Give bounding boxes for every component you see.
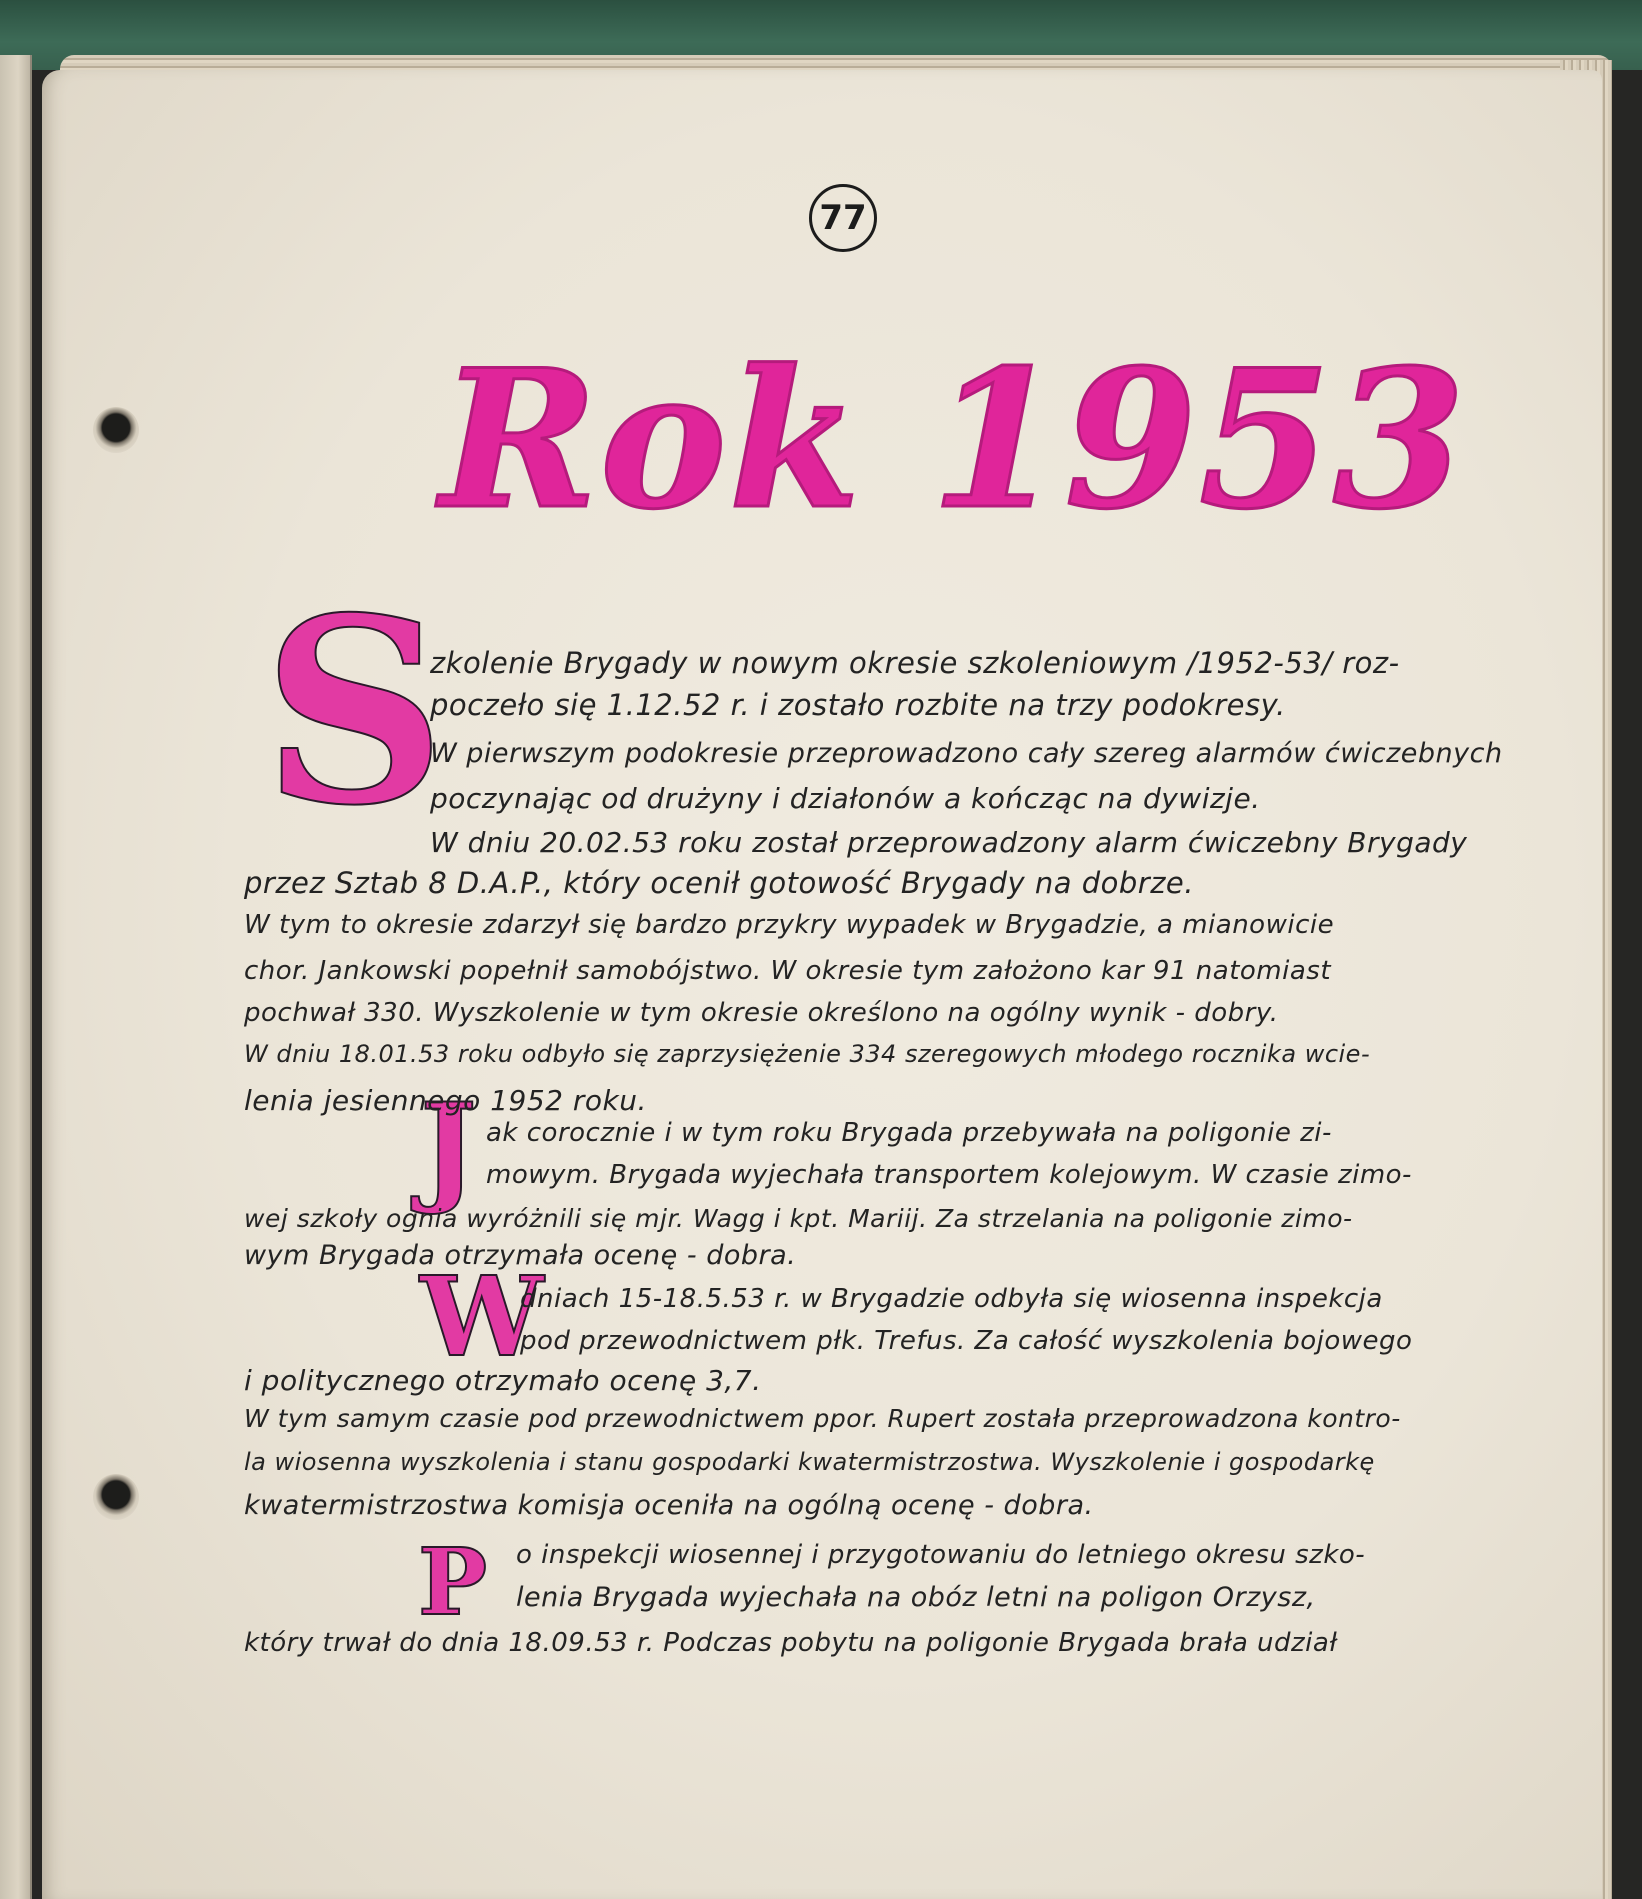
page-title: Rok 1953	[440, 328, 1468, 551]
dropcap-p: P	[418, 1528, 488, 1636]
text-line: który trwał do dnia 18.09.53 r. Podczas pobytu na poligonie Brygada brała udział	[244, 1628, 1338, 1658]
text-line: pochwał 330. Wyszkolenie w tym okresie określono na ogólny wynik - dobry.	[244, 998, 1279, 1028]
text-line: W tym to okresie zdarzył się bardzo przykry wypadek w Brygadzie, a mianowicie	[244, 910, 1335, 940]
text-line: la wiosenna wyszkolenia i stanu gospodarki kwatermistrzostwa. Wyszkolenie i gospodarkę	[244, 1448, 1375, 1476]
text-line: chor. Jankowski popełnił samobójstwo. W okresie tym założono kar 91 natomiast	[244, 956, 1332, 986]
text-line: i politycznego otrzymało ocenę 3,7.	[244, 1364, 762, 1397]
punch-hole-top	[93, 407, 139, 453]
text-line: lenia jesiennego 1952 roku.	[244, 1084, 647, 1117]
text-line: poczynając od drużyny i działonów a kończąc na dywizje.	[430, 782, 1261, 815]
text-line: poczeło się 1.12.52 r. i zostało rozbite na trzy podokresy.	[430, 688, 1286, 722]
text-line: lenia Brygada wyjechała na obóz letni na poligon Orzysz,	[516, 1582, 1316, 1613]
dropcap-w: W	[420, 1252, 544, 1381]
text-line: W tym samym czasie pod przewodnictwem ppor. Rupert została przeprowadzona kontro-	[244, 1404, 1401, 1433]
punch-hole-bottom	[93, 1474, 139, 1520]
text-line: wej szkoły ognia wyróżnili się mjr. Wagg i kpt. Mariij. Za strzelania na poligonie zimo-	[244, 1204, 1353, 1233]
text-line: wym Brygada otrzymała ocenę - dobra.	[244, 1240, 797, 1271]
dropcap-j: J	[420, 1077, 477, 1218]
previous-page-edge	[0, 55, 32, 1899]
text-line: mowym. Brygada wyjechała transportem kolejowym. W czasie zimo-	[486, 1160, 1412, 1190]
text-line: ak corocznie i w tym roku Brygada przebywała na poligonie zi-	[486, 1118, 1332, 1148]
text-line: dniach 15-18.5.53 r. w Brygadzie odbyła się wiosenna inspekcja	[520, 1284, 1383, 1314]
text-line: W dniu 20.02.53 roku został przeprowadzony alarm ćwiczebny Brygady	[430, 826, 1468, 859]
text-line: o inspekcji wiosennej i przygotowaniu do letniego okresu szko-	[516, 1540, 1366, 1570]
text-line: zkolenie Brygady w nowym okresie szkoleniowym /1952-53/ roz-	[430, 646, 1400, 680]
text-line: W dniu 18.01.53 roku odbyło się zaprzysiężenie 334 szeregowych młodego rocznika wcie-	[244, 1040, 1371, 1068]
page-number: 77	[809, 184, 877, 252]
text-line: przez Sztab 8 D.A.P., który ocenił gotowość Brygady na dobrze.	[244, 866, 1194, 900]
text-line: kwatermistrzostwa komisja oceniła na ogólną ocenę - dobra.	[244, 1490, 1094, 1521]
text-line: pod przewodnictwem płk. Trefus. Za całość wyszkolenia bojowego	[520, 1326, 1413, 1356]
dropcap-s: S	[262, 563, 447, 862]
text-line: W pierwszym podokresie przeprowadzono cały szereg alarmów ćwiczebnych	[430, 738, 1503, 769]
